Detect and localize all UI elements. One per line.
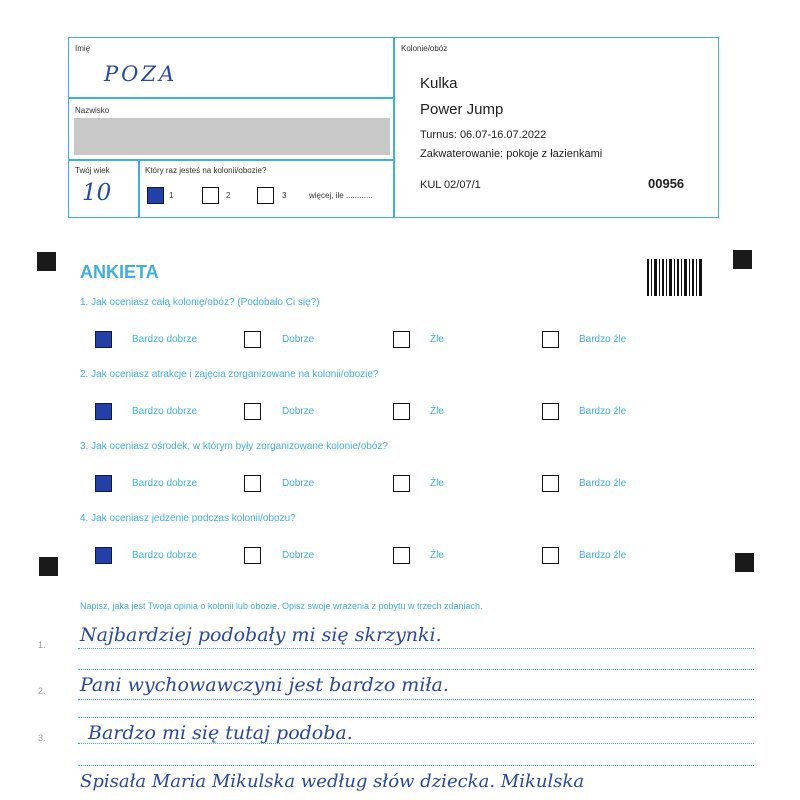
divider-name xyxy=(68,97,394,99)
answer-line-1b xyxy=(78,669,754,670)
question-3-checkbox-4[interactable] xyxy=(542,475,559,492)
question-3-text: 3. Jak oceniasz ośrodek, w którym były zorganizowane kolonie/obóz? xyxy=(80,441,388,452)
times-checkbox-2[interactable] xyxy=(202,187,219,204)
divider-surname xyxy=(68,159,394,161)
registration-marker-bottom-left xyxy=(39,557,58,576)
question-1-checkbox-2[interactable] xyxy=(244,331,261,348)
question-3-checkbox-1[interactable] xyxy=(95,475,112,492)
answer-line-1 xyxy=(78,648,754,649)
question-4-option-3: Źle xyxy=(430,550,444,561)
question-1-checkbox-4[interactable] xyxy=(542,331,559,348)
times-option-3: 3 xyxy=(282,191,287,200)
question-1-checkbox-1[interactable] xyxy=(95,331,112,348)
divider-vertical xyxy=(393,37,395,218)
question-1-option-2: Dobrze xyxy=(282,334,315,345)
question-2-checkbox-4[interactable] xyxy=(542,403,559,420)
answer-text-2[interactable]: Pani wychowawczyni jest bardzo miła. xyxy=(80,674,449,696)
question-2-checkbox-1[interactable] xyxy=(95,403,112,420)
answer-line-3b xyxy=(78,765,754,766)
surname-label: Nazwisko xyxy=(75,106,110,115)
answer-number-1: 1. xyxy=(38,640,46,650)
registration-marker-top-left xyxy=(37,252,56,271)
question-2-option-4: Bardzo źle xyxy=(579,406,627,417)
times-option-2: 2 xyxy=(226,191,231,200)
question-1-option-1: Bardzo dobrze xyxy=(132,334,198,345)
camp-code: KUL 02/07/1 xyxy=(420,179,481,191)
registration-marker-top-right xyxy=(733,250,752,269)
question-4-option-2: Dobrze xyxy=(282,550,315,561)
question-3-option-2: Dobrze xyxy=(282,478,315,489)
registration-marker-bottom-right xyxy=(735,553,754,572)
question-3-checkbox-2[interactable] xyxy=(244,475,261,492)
name-value[interactable]: POZA xyxy=(104,62,178,86)
opinion-prompt: Napisz, jaka jest Twoja opinia o kolonii lub obozie. Opisz swoje wrażenia z pobytu w trzech zdaniach. xyxy=(80,601,483,611)
answer-number-2: 2. xyxy=(38,686,46,696)
question-3-option-4: Bardzo źle xyxy=(579,478,627,489)
answer-text-signature[interactable]: Spisała Maria Mikulska według słów dziecka. Mikulska xyxy=(80,771,585,792)
question-2-option-1: Bardzo dobrze xyxy=(132,406,198,417)
question-1-option-4: Bardzo źle xyxy=(579,334,627,345)
question-4-text: 4. Jak oceniasz jedzenie podczas kolonii/obozu? xyxy=(80,513,296,524)
age-value[interactable]: 10 xyxy=(82,180,112,206)
question-1-option-3: Źle xyxy=(430,334,444,345)
form-number: 00956 xyxy=(648,176,685,191)
accommodation: Zakwaterowanie: pokoje z łazienkami xyxy=(420,148,603,160)
times-checkbox-3[interactable] xyxy=(257,187,274,204)
question-2-checkbox-2[interactable] xyxy=(244,403,261,420)
question-2-option-3: Źle xyxy=(430,406,444,417)
question-1-checkbox-3[interactable] xyxy=(393,331,410,348)
name-label: Imię xyxy=(75,44,91,53)
answer-number-3: 3. xyxy=(38,733,46,743)
question-4-checkbox-4[interactable] xyxy=(542,547,559,564)
answer-line-2b xyxy=(78,717,754,718)
answer-text-1[interactable]: Najbardziej podobały mi się skrzynki. xyxy=(80,624,442,646)
question-2-checkbox-3[interactable] xyxy=(393,403,410,420)
divider-age xyxy=(138,159,140,218)
answer-text-3[interactable]: Bardzo mi się tutaj podoba. xyxy=(88,722,353,744)
question-4-checkbox-3[interactable] xyxy=(393,547,410,564)
question-3-option-1: Bardzo dobrze xyxy=(132,478,198,489)
question-3-checkbox-3[interactable] xyxy=(393,475,410,492)
turnus: Turnus: 06.07-16.07.2022 xyxy=(420,129,547,141)
age-label: Twój wiek xyxy=(75,166,110,175)
times-option-1: 1 xyxy=(169,191,174,200)
question-4-option-1: Bardzo dobrze xyxy=(132,550,198,561)
barcode xyxy=(647,259,703,296)
question-2-option-2: Dobrze xyxy=(282,406,315,417)
survey-title: ANKIETA xyxy=(80,262,159,282)
camp-program: Power Jump xyxy=(420,101,504,118)
answer-line-2 xyxy=(78,699,754,700)
camp-name: Kulka xyxy=(420,75,458,92)
times-label: Który raz jesteś na kolonii/obozie? xyxy=(145,166,267,175)
question-4-checkbox-2[interactable] xyxy=(244,547,261,564)
question-1-text: 1. Jak oceniasz całą kolonię/obóz? (Podobało Ci się?) xyxy=(80,297,320,308)
question-3-option-3: Źle xyxy=(430,478,444,489)
surname-redacted xyxy=(74,118,390,155)
times-checkbox-1[interactable] xyxy=(147,187,164,204)
times-more: więcej, ile ............ xyxy=(309,191,373,200)
camp-label: Kolonie/obóz xyxy=(401,44,448,53)
question-2-text: 2. Jak oceniasz atrakcje i zajęcia zorganizowane na kolonii/obozie? xyxy=(80,369,379,380)
question-4-option-4: Bardzo źle xyxy=(579,550,627,561)
question-4-checkbox-1[interactable] xyxy=(95,547,112,564)
